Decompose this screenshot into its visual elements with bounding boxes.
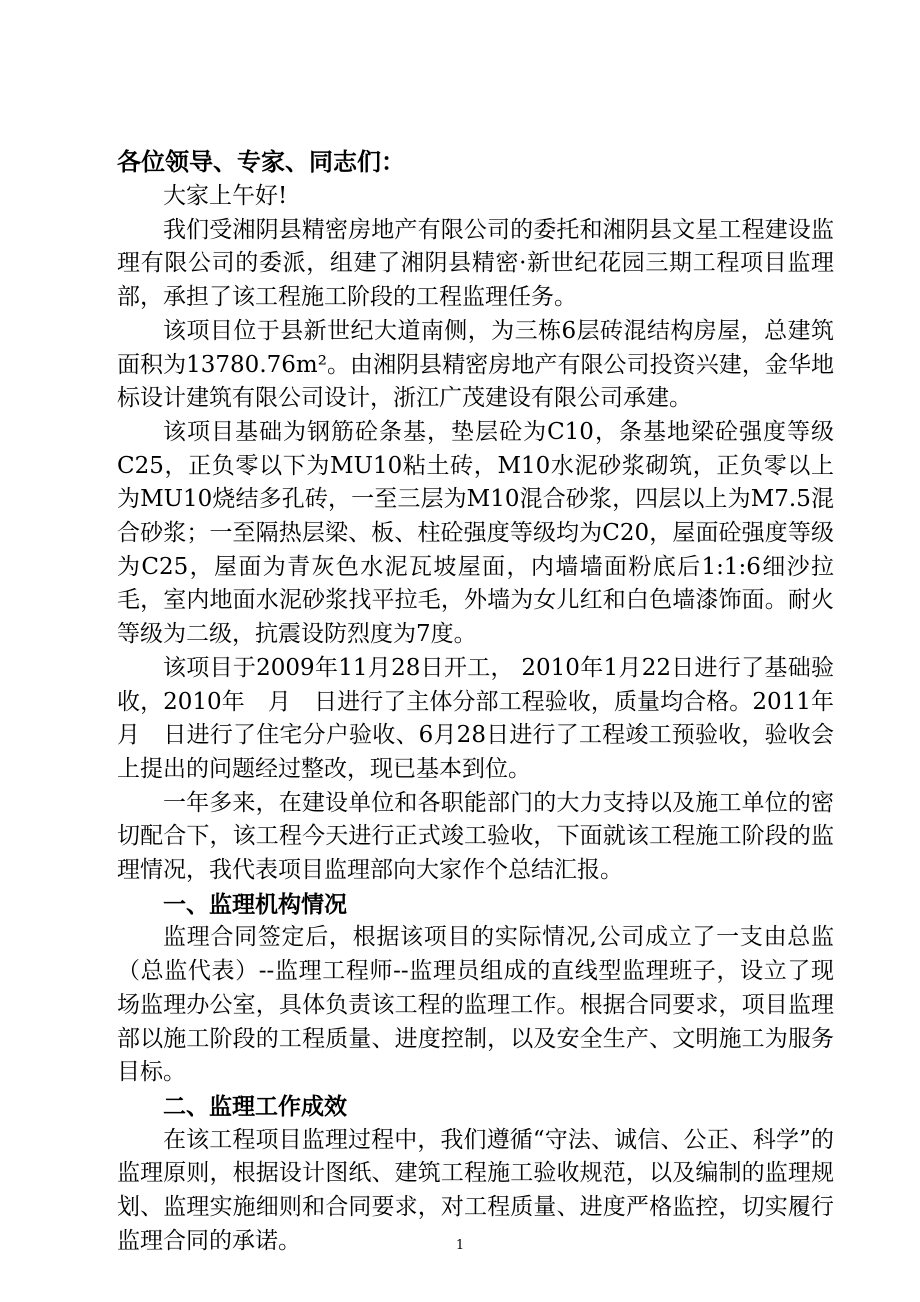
paragraph-intro: 我们受湘阴县精密房地产有限公司的委托和湘阴县文星工程建设监理有限公司的委派，组建了湘阴县精密·新世纪花园三期工程项目监理部，承担了该工程施工阶段的工程监理任务。 — [117, 216, 834, 311]
paragraph-structure: 该项目基础为钢筋砼条基，垫层砼为C10，条基地梁砼强度等级C25，正负零以下为MU10粘土砖，M10水泥砂浆砌筑，正负零以上为MU10烧结多孔砖，一至三层为M10混合砂浆，四层以上为M7.5混合砂浆；一至隔热层梁、板、柱砼强度等级均为C20，屋面砼强度等级为C25，屋面为青灰色水泥瓦坡屋面，内墙墙面粉底后1:1:6细沙拉毛，室内地面水泥砂浆找平拉毛，外墙为女儿红和白色墙漆饰面。耐火等级为二级，抗震设防烈度为7度。 — [117, 418, 834, 648]
paragraph-location: 该项目位于县新世纪大道南侧，为三栋6层砖混结构房屋，总建筑面积为13780.76m²。由湘阴县精密房地产有限公司投资兴建，金华地标设计建筑有限公司设计，浙江广茂建设有限公司承建。 — [117, 317, 834, 412]
paragraph-greeting: 大家上午好! — [163, 183, 288, 209]
paragraph-results: 在该工程项目监理过程中，我们遵循“守法、诚信、公正、科学”的监理原则，根据设计图纸、建筑工程施工验收规范，以及编制的监理规划、监理实施细则和合同要求，对工程质量、进度严格监控，切实履行监理合同的承诺。 — [117, 1126, 834, 1254]
greeting-heading: 各位领导、专家、同志们： — [117, 147, 405, 176]
page-number: 1 — [455, 1238, 465, 1253]
paragraph-schedule: 该项目于2009年11月28日开工， 2010年1月22日进行了基础验收，2010年 月 日进行了主体分部工程验收，质量均合格。2011年 月 日进行了住宅分户验收、6月28日进行了工程竣工预验收，验收会上提出的问题经过整改，现已基本到位。 — [117, 654, 857, 782]
paragraph-organization: 监理合同签定后，根据该项目的实际情况,公司成立了一支由总监（总监代表）--监理工程师--监理员组成的直线型监理班子，设立了现场监理办公室，具体负责该工程的监理工作。根据合同要求，项目监理部以施工阶段的工程质量、进度控制，以及安全生产、文明施工为服务目标。 — [117, 924, 834, 1086]
section-heading-organization: 一、监理机构情况 — [163, 890, 347, 918]
paragraph-summary: 一年多来，在建设单位和各职能部门的大力支持以及施工单位的密切配合下，该工程今天进行正式竣工验收，下面就该工程施工阶段的监理情况，我代表项目监理部向大家作个总结汇报。 — [117, 789, 834, 884]
section-heading-results: 二、监理工作成效 — [163, 1092, 347, 1120]
document-body — [117, 180, 857, 1259]
